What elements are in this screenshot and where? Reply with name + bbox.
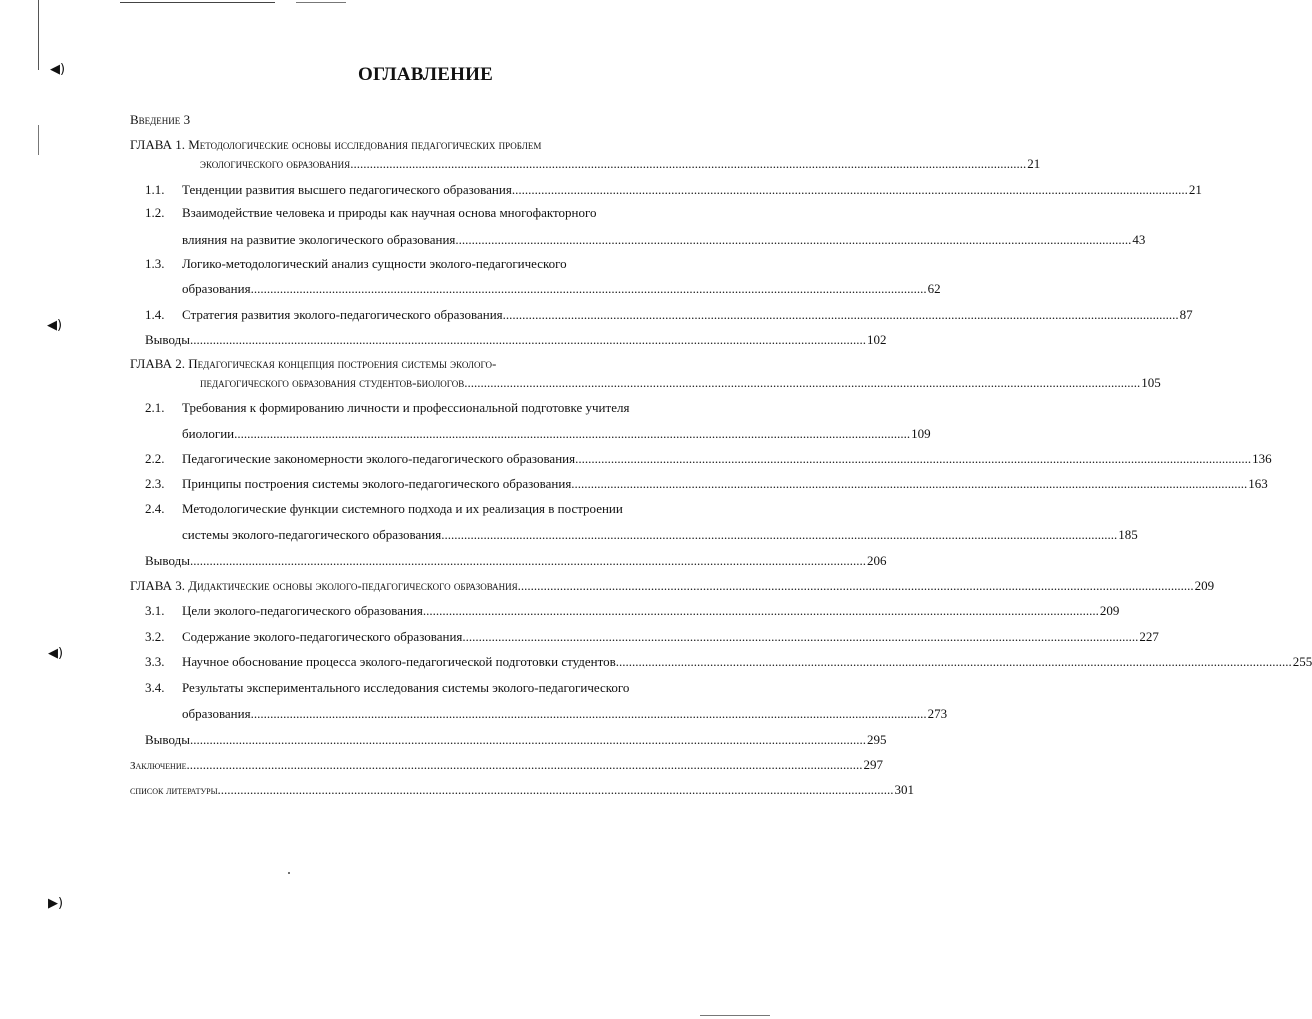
dot-leader-line	[145, 332, 887, 347]
dot-leader-line	[130, 757, 883, 774]
toc-entry-text: список литературы	[130, 785, 218, 797]
toc-entry-text: Выводы	[145, 332, 190, 347]
binder-hole-icon: ▶)	[48, 896, 64, 911]
dot-leader	[512, 182, 1188, 197]
chapter-prefix: ГЛАВА 1.	[130, 137, 185, 152]
scan-artifact	[700, 1015, 770, 1016]
toc-entry-text: Результаты экспериментального исследования системы эколого-педагогического	[182, 680, 630, 695]
binder-hole-icon: ◀)	[50, 62, 66, 77]
toc-entry-text: влияния на развитие экологического образования	[182, 232, 456, 247]
dot-leader	[575, 451, 1251, 466]
toc-page-number: 295	[866, 732, 887, 747]
page-title: ОГЛАВЛЕНИЕ	[358, 64, 493, 85]
dot-leader-line	[182, 476, 1268, 491]
toc-page-number: 109	[911, 426, 931, 441]
toc-page-number: 136	[1252, 451, 1272, 466]
dot-leader-line	[182, 182, 1202, 197]
toc-entry-text: образования	[182, 706, 251, 721]
scan-artifact	[38, 125, 39, 155]
toc-section-number: 1.1.	[145, 182, 165, 197]
toc-entry-text: Методологические функции системного подхода и их реализация в построении	[182, 501, 623, 516]
dot-leader	[234, 426, 910, 441]
dot-leader-line	[182, 307, 1193, 322]
toc-section-number: 1.4.	[145, 307, 165, 322]
toc-entry-text: Выводы	[145, 732, 190, 747]
toc-entry-text: Логико-методологический анализ сущности эколого-педагогического	[182, 256, 567, 271]
dot-leader	[441, 527, 1117, 542]
toc-entry-text: педагогического образования студентов-биологов	[200, 375, 465, 390]
chapter-title: Дидактические основы эколого-педагогического образования	[188, 578, 518, 593]
toc-section-number: 3.3.	[145, 654, 165, 669]
toc-page-number: 105	[1141, 375, 1161, 390]
dot-leader-line	[182, 629, 1159, 644]
toc-section-number: 3.4.	[145, 680, 165, 695]
toc-entry-text: Цели эколого-педагогического образования	[182, 603, 423, 618]
dot-leader	[350, 156, 1026, 171]
chapter-title: Педагогическая концепция построения системы эколого-	[188, 356, 497, 371]
dot-leader-line	[182, 527, 1138, 542]
dot-leader	[616, 654, 1292, 669]
dot-leader	[190, 553, 866, 568]
dot-leader-line	[200, 375, 1161, 390]
toc-page-number: 297	[863, 757, 883, 772]
toc-entry-text	[130, 578, 518, 593]
scan-speck	[288, 872, 290, 874]
binder-hole-icon: ◀)	[48, 646, 64, 661]
toc-entry-text: Принципы построения системы эколого-педагогического образования	[182, 476, 572, 491]
toc-section-number: 2.1.	[145, 400, 165, 415]
scan-artifact	[38, 0, 39, 70]
toc-page-number: 227	[1139, 629, 1159, 644]
dot-leader-line	[182, 451, 1272, 466]
toc-entry-text: Стратегия развития эколого-педагогического образования	[182, 307, 503, 322]
dot-leader	[455, 232, 1131, 247]
toc-section-number: 2.2.	[145, 451, 165, 466]
toc-entry-text: образования	[182, 281, 251, 296]
dot-leader	[571, 476, 1247, 491]
toc-page-number: 102	[866, 332, 887, 347]
toc-page-number: 87	[1179, 307, 1193, 322]
toc-section-number: 1.2.	[145, 205, 165, 220]
toc-page-number: 62	[927, 281, 941, 296]
toc-chapter-line	[130, 356, 496, 371]
toc-page-number: 163	[1248, 476, 1268, 491]
toc-page-number: 21	[1188, 182, 1202, 197]
dot-leader	[503, 307, 1179, 322]
dot-leader	[190, 332, 866, 347]
chapter-prefix: ГЛАВА 3.	[130, 578, 185, 593]
dot-leader-line	[145, 732, 887, 747]
toc-page-number: 209	[1099, 603, 1120, 618]
dot-leader	[251, 281, 927, 296]
toc-entry-text: Выводы	[145, 553, 190, 568]
toc-entry-text: Требования к формированию личности и профессиональной подготовке учителя	[182, 400, 630, 415]
toc-section-number: 1.3.	[145, 256, 165, 271]
toc-entry-text: Заключение	[130, 760, 187, 772]
chapter-prefix: ГЛАВА 2.	[130, 356, 185, 371]
dot-leader	[218, 782, 894, 797]
dot-leader	[464, 375, 1140, 390]
toc-entry-text: Взаимодействие человека и природы как научная основа многофакторного	[182, 205, 597, 220]
toc-page-number: 21	[1027, 156, 1041, 171]
dot-leader-line	[182, 603, 1120, 618]
scan-artifact	[296, 2, 346, 3]
dot-leader-line	[182, 426, 931, 441]
dot-leader	[462, 629, 1138, 644]
toc-intro-label: Введение	[130, 112, 181, 127]
dot-leader-line	[200, 156, 1041, 171]
toc-section-number: 3.1.	[145, 603, 165, 618]
toc-section-number: 2.3.	[145, 476, 165, 491]
toc-entry-text: Тенденции развития высшего педагогического образования	[182, 182, 512, 197]
toc-page-number: 43	[1132, 232, 1146, 247]
toc-entry-text: Содержание эколого-педагогического образования	[182, 629, 463, 644]
dot-leader	[423, 603, 1099, 618]
dot-leader-line	[130, 578, 1215, 593]
dot-leader-line	[130, 782, 915, 799]
scan-artifact	[120, 2, 275, 3]
binder-hole-icon: ◀)	[47, 318, 63, 333]
toc-page-number: 185	[1118, 527, 1138, 542]
toc-entry-text: экологического образования	[200, 156, 351, 171]
toc-section-number: 3.2.	[145, 629, 165, 644]
chapter-title: Методологические основы исследования педагогических проблем	[188, 137, 542, 152]
toc-entry-text: Научное обоснование процесса эколого-педагогической подготовки студентов	[182, 654, 616, 669]
toc-intro-page: 3	[183, 112, 191, 127]
toc-entry-text: Педагогические закономерности эколого-педагогического образования	[182, 451, 576, 466]
dot-leader	[518, 578, 1194, 593]
dot-leader-line	[182, 232, 1146, 247]
toc-chapter-line	[130, 137, 541, 152]
toc-entry-text: системы эколого-педагогического образования	[182, 527, 442, 542]
toc-page-number: 206	[866, 553, 887, 568]
toc-page-number: 209	[1194, 578, 1215, 593]
dot-leader	[187, 757, 863, 772]
toc-page-number: 273	[927, 706, 948, 721]
dot-leader	[190, 732, 866, 747]
toc-page-number: 255	[1292, 654, 1312, 669]
toc-section-number: 2.4.	[145, 501, 165, 516]
dot-leader-line	[182, 706, 948, 721]
dot-leader-line	[182, 654, 1312, 669]
toc-entry-text: биологии	[182, 426, 235, 441]
dot-leader	[251, 706, 927, 721]
dot-leader-line	[145, 553, 887, 568]
toc-page-number: 301	[894, 782, 915, 797]
dot-leader-line	[182, 281, 941, 296]
